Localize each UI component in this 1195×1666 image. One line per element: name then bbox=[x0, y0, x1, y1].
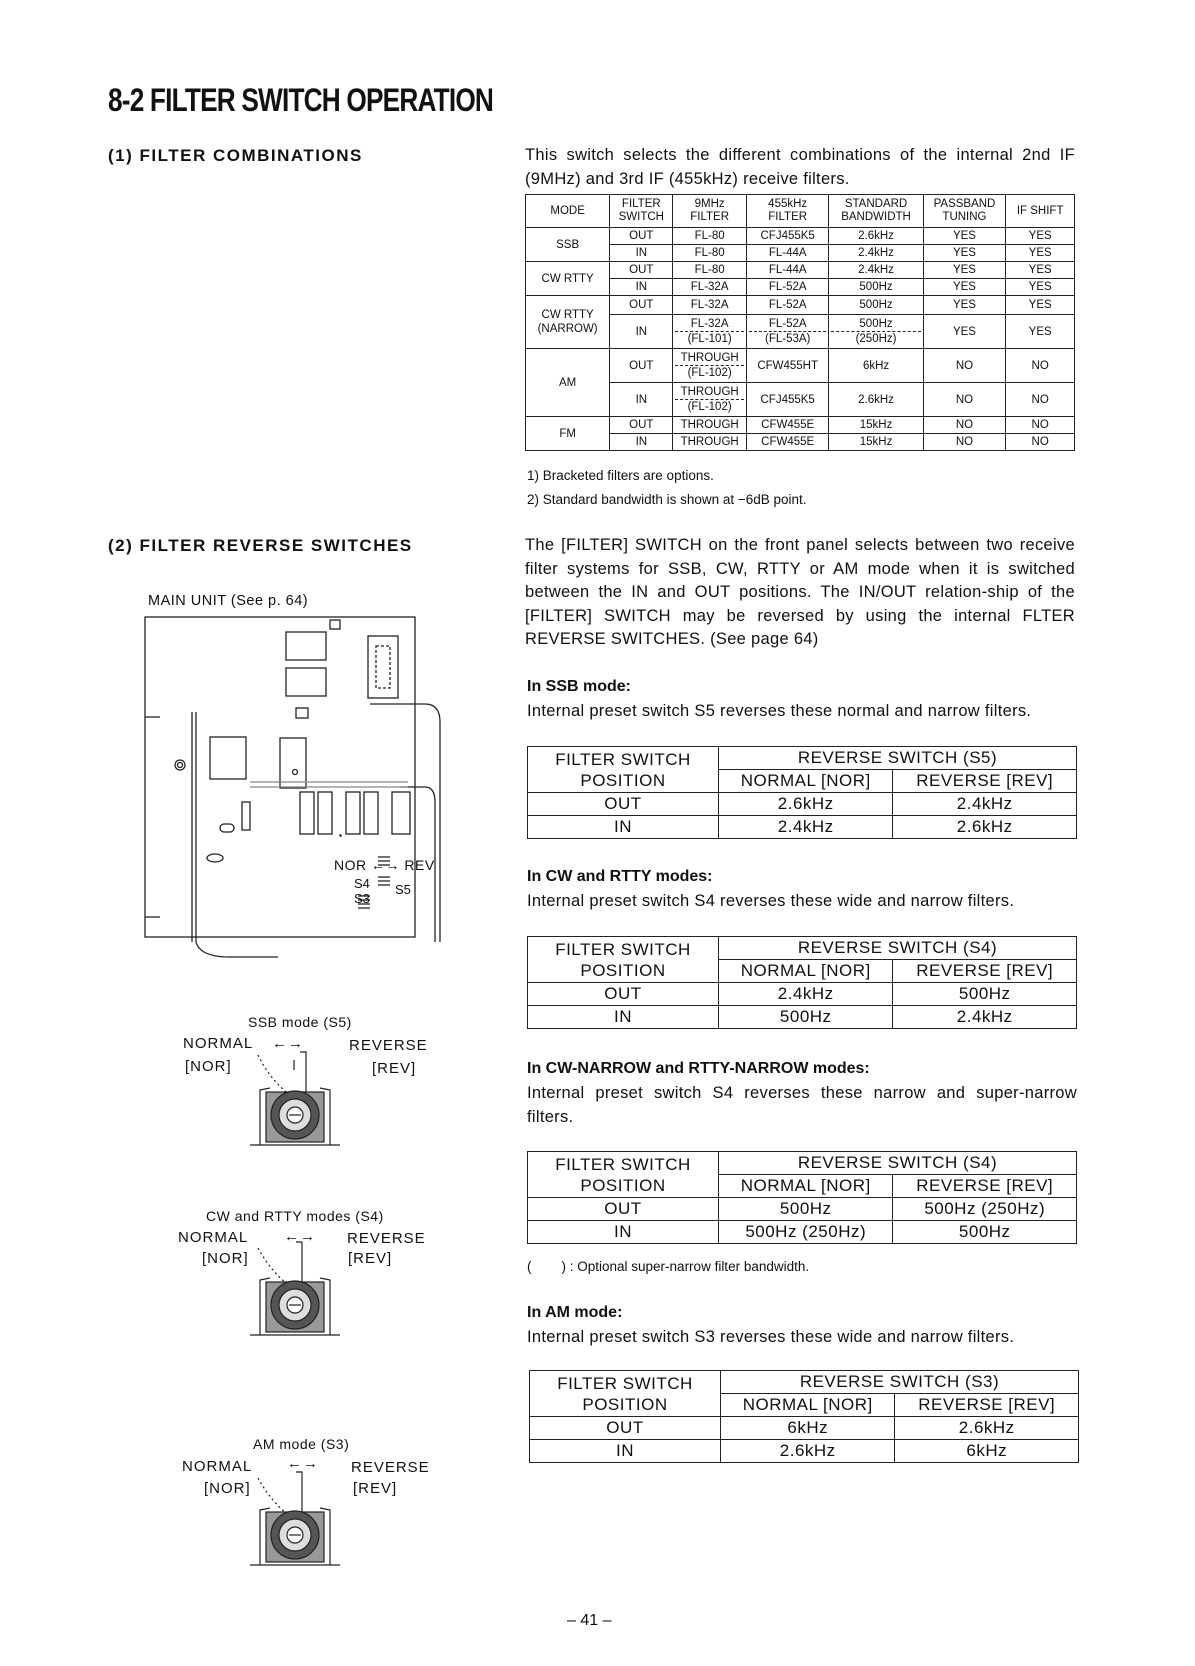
reverse-switch-header: REVERSE SWITCH (S4) bbox=[719, 1152, 1077, 1175]
table-cell: YES bbox=[1006, 279, 1075, 296]
position-header bbox=[528, 747, 719, 793]
arrow-label: ←→ bbox=[287, 1455, 319, 1472]
table-cell: 2.6kHz bbox=[721, 1440, 895, 1463]
normal-header: NORMAL [NOR] bbox=[719, 1175, 893, 1198]
cw-reverse-table bbox=[527, 936, 1077, 1029]
table-cell: OUT bbox=[610, 349, 673, 383]
reverse-label: REVERSE bbox=[347, 1230, 426, 1247]
arrow-label: ←→ bbox=[272, 1035, 304, 1052]
table-cell: 500Hz bbox=[719, 1198, 893, 1221]
main-unit-diagram bbox=[140, 612, 450, 962]
cw-narrow-reverse-table bbox=[527, 1151, 1077, 1244]
table-cell: CFJ455K5 bbox=[746, 228, 829, 245]
reverse-label: REVERSE bbox=[351, 1459, 430, 1476]
table-cell: 2.4kHz bbox=[893, 793, 1077, 816]
table-cell: OUT bbox=[610, 262, 673, 279]
option-cell: (FL-102) bbox=[675, 399, 744, 414]
nor-rev-label: NOR ←→ REV bbox=[334, 857, 435, 873]
table-cell: NO bbox=[923, 383, 1006, 417]
cw-narrow-mode-title: In CW-NARROW and RTTY-NARROW modes: bbox=[527, 1060, 870, 1077]
table-cell: IN bbox=[610, 279, 673, 296]
table-cell: OUT bbox=[610, 228, 673, 245]
am-switch-icon bbox=[250, 1470, 340, 1570]
table-cell: FL-32A bbox=[690, 318, 729, 330]
reverse-switch-header: REVERSE SWITCH (S5) bbox=[719, 747, 1077, 770]
table-cell: YES bbox=[923, 279, 1006, 296]
header-line: POSITION bbox=[580, 770, 666, 790]
reverse-label: REVERSE bbox=[349, 1037, 428, 1054]
am-mode-description: Internal preset switch S3 reverses these wide and narrow filters. bbox=[527, 1328, 1015, 1346]
table-cell: 500Hz bbox=[829, 279, 923, 296]
normal-label: NORMAL bbox=[182, 1458, 253, 1475]
table-cell: FL-80 bbox=[673, 245, 747, 262]
table-cell: FL-52A bbox=[768, 318, 807, 330]
table-cell: OUT bbox=[530, 1417, 721, 1440]
cw-diagram-caption: CW and RTTY modes (S4) bbox=[206, 1208, 384, 1224]
table-cell: OUT bbox=[528, 1198, 719, 1221]
normal-label: NORMAL bbox=[178, 1229, 249, 1246]
nor-label: [NOR] bbox=[185, 1058, 232, 1075]
table-cell: YES bbox=[1006, 262, 1075, 279]
table-cell: OUT bbox=[610, 417, 673, 434]
table-cell: IN bbox=[528, 1221, 719, 1244]
table-cell: OUT bbox=[528, 793, 719, 816]
ssb-mode-description: Internal preset switch S5 reverses these normal and narrow filters. bbox=[527, 702, 1032, 720]
table-cell: THROUGH bbox=[673, 417, 747, 434]
am-reverse-table bbox=[529, 1370, 1079, 1463]
table-cell: 2.6kHz bbox=[893, 816, 1077, 839]
optional-note: ( ) : Optional super-narrow filter bandwidth. bbox=[527, 1259, 810, 1274]
table-cell: YES bbox=[1006, 296, 1075, 315]
normal-header: NORMAL [NOR] bbox=[719, 770, 893, 793]
rev-label: [REV] bbox=[372, 1060, 417, 1077]
table-cell: 15kHz bbox=[829, 434, 923, 451]
mode-cell: CW RTTY (NARROW) bbox=[526, 296, 610, 349]
header-line: POSITION bbox=[580, 960, 666, 980]
table-cell: FL-80 bbox=[673, 228, 747, 245]
table-cell: OUT bbox=[610, 296, 673, 315]
section2-heading: (2) FILTER REVERSE SWITCHES bbox=[108, 536, 413, 555]
table-cell: NO bbox=[1006, 417, 1075, 434]
table-cell: CFJ455K5 bbox=[746, 383, 829, 417]
table-cell: FL-52A bbox=[746, 279, 829, 296]
table-cell: 500Hz (250Hz) bbox=[719, 1221, 893, 1244]
table-cell: YES bbox=[923, 262, 1006, 279]
position-header bbox=[530, 1371, 721, 1417]
table-cell: NO bbox=[923, 349, 1006, 383]
table-cell: CFW455E bbox=[746, 434, 829, 451]
mode-cell: CW RTTY bbox=[526, 262, 610, 296]
table-cell: NO bbox=[1006, 383, 1075, 417]
table-cell: IN bbox=[528, 1006, 719, 1029]
table-cell: 6kHz bbox=[895, 1440, 1079, 1463]
table-cell: CFW455E bbox=[746, 417, 829, 434]
reverse-col-header: REVERSE [REV] bbox=[895, 1394, 1079, 1417]
s3-label: S3 bbox=[354, 891, 370, 906]
table-cell: 6kHz bbox=[721, 1417, 895, 1440]
nor-label: [NOR] bbox=[204, 1480, 251, 1497]
header-line: FILTER SWITCH bbox=[555, 1154, 691, 1174]
table-cell: 6kHz bbox=[829, 349, 923, 383]
s5-label: S5 bbox=[395, 882, 411, 897]
rev-label: [REV] bbox=[348, 1250, 393, 1267]
table-cell: IN bbox=[530, 1440, 721, 1463]
table-cell: NO bbox=[1006, 349, 1075, 383]
reverse-col-header: REVERSE [REV] bbox=[893, 960, 1077, 983]
table-cell: CFW455HT bbox=[746, 349, 829, 383]
table-cell: IN bbox=[610, 383, 673, 417]
table-cell: FL-44A bbox=[746, 245, 829, 262]
cw-mode-title: In CW and RTTY modes: bbox=[527, 868, 713, 885]
table-cell: IN bbox=[528, 816, 719, 839]
cw-mode-description: Internal preset switch S4 reverses these wide and narrow filters. bbox=[527, 892, 1015, 910]
table-cell: FL-32A bbox=[673, 279, 747, 296]
table-cell: IN bbox=[610, 434, 673, 451]
cw-narrow-mode-description: Internal preset switch S4 reverses these narrow and super-narrow filters. bbox=[527, 1084, 1077, 1126]
table-cell: YES bbox=[923, 315, 1006, 349]
table-cell: 2.6kHz bbox=[719, 793, 893, 816]
col-header: PASSBAND TUNING bbox=[923, 195, 1006, 228]
reverse-switch-header: REVERSE SWITCH (S4) bbox=[719, 937, 1077, 960]
split-cell bbox=[746, 315, 829, 349]
table-cell: 500Hz bbox=[859, 318, 893, 330]
col-header: MODE bbox=[526, 195, 610, 228]
option-cell: (FL-101) bbox=[675, 331, 744, 346]
reverse-switch-header: REVERSE SWITCH (S3) bbox=[721, 1371, 1079, 1394]
normal-header: NORMAL [NOR] bbox=[719, 960, 893, 983]
table-cell: 500Hz (250Hz) bbox=[893, 1198, 1077, 1221]
page-title: 8-2 FILTER SWITCH OPERATION bbox=[108, 82, 494, 118]
table-cell: 2.6kHz bbox=[829, 228, 923, 245]
header-line: POSITION bbox=[580, 1175, 666, 1195]
nor-label: [NOR] bbox=[202, 1250, 249, 1267]
col-header: FILTER SWITCH bbox=[610, 195, 673, 228]
col-header: STANDARD BANDWIDTH bbox=[829, 195, 923, 228]
reverse-col-header: REVERSE [REV] bbox=[893, 1175, 1077, 1198]
ssb-reverse-table bbox=[527, 746, 1077, 839]
s4-label: S4 bbox=[354, 876, 370, 891]
header-line: POSITION bbox=[582, 1394, 668, 1414]
table-cell: 15kHz bbox=[829, 417, 923, 434]
normal-label: NORMAL bbox=[183, 1035, 254, 1052]
header-line: FILTER SWITCH bbox=[555, 749, 691, 769]
table-cell: 500Hz bbox=[893, 1221, 1077, 1244]
col-header: IF SHIFT bbox=[1006, 195, 1075, 228]
rev-label: [REV] bbox=[353, 1480, 398, 1497]
table-cell: THROUGH bbox=[680, 352, 739, 364]
table-cell: YES bbox=[1006, 245, 1075, 262]
page-number: – 41 – bbox=[567, 1612, 612, 1629]
section2-intro: The [FILTER] SWITCH on the front panel selects between two receive filter systems for SSB, CW, RTTY or AM mode when it is switched between the IN and OUT positions. The IN/OUT relation-ship of the [FILTER] SWITCH may be reversed by using the internal FLTER REVERSE SWITCHES. (See page 64) bbox=[525, 536, 1075, 648]
table-cell: OUT bbox=[528, 983, 719, 1006]
table-cell: NO bbox=[923, 417, 1006, 434]
section1-intro: This switch selects the different combinations of the internal 2nd IF (9MHz) and 3rd IF (455kHz) receive filters. bbox=[525, 146, 1075, 188]
ssb-mode-title: In SSB mode: bbox=[527, 678, 632, 695]
am-diagram-caption: AM mode (S3) bbox=[253, 1436, 350, 1452]
mode-cell: SSB bbox=[526, 228, 610, 262]
table-cell: 2.6kHz bbox=[829, 383, 923, 417]
mode-cell: AM bbox=[526, 349, 610, 417]
table-cell: YES bbox=[923, 228, 1006, 245]
option-cell: (250Hz) bbox=[831, 331, 920, 346]
reverse-col-header: REVERSE [REV] bbox=[893, 770, 1077, 793]
table-cell: FL-52A bbox=[746, 296, 829, 315]
table-cell: 2.4kHz bbox=[829, 262, 923, 279]
mode-cell: FM bbox=[526, 417, 610, 451]
table-cell: THROUGH bbox=[680, 386, 739, 398]
table-cell: 500Hz bbox=[829, 296, 923, 315]
main-unit-caption: MAIN UNIT (See p. 64) bbox=[148, 593, 309, 609]
table-cell: FL-32A bbox=[673, 296, 747, 315]
section1-heading: (1) FILTER COMBINATIONS bbox=[108, 146, 363, 165]
table-cell: NO bbox=[923, 434, 1006, 451]
split-cell bbox=[673, 349, 747, 383]
table-cell: FL-80 bbox=[673, 262, 747, 279]
option-cell: (FL-53A) bbox=[749, 331, 827, 346]
table-cell: 2.4kHz bbox=[719, 816, 893, 839]
split-cell bbox=[673, 315, 747, 349]
table-cell: YES bbox=[1006, 315, 1075, 349]
note-1: 1) Bracketed filters are options. bbox=[527, 468, 714, 483]
table-cell: 2.4kHz bbox=[719, 983, 893, 1006]
position-header bbox=[528, 937, 719, 983]
col-header: 9MHz FILTER bbox=[673, 195, 747, 228]
note-2: 2) Standard bandwidth is shown at −6dB point. bbox=[527, 492, 807, 507]
table-cell: FL-44A bbox=[746, 262, 829, 279]
table-cell: 500Hz bbox=[893, 983, 1077, 1006]
table-cell: YES bbox=[923, 296, 1006, 315]
am-mode-title: In AM mode: bbox=[527, 1304, 623, 1321]
table-cell: 2.6kHz bbox=[895, 1417, 1079, 1440]
header-line: FILTER SWITCH bbox=[555, 939, 691, 959]
option-cell: (FL-102) bbox=[675, 365, 744, 380]
col-header: 455kHz FILTER bbox=[746, 195, 829, 228]
table-cell: THROUGH bbox=[673, 434, 747, 451]
table-cell: 500Hz bbox=[719, 1006, 893, 1029]
normal-header: NORMAL [NOR] bbox=[721, 1394, 895, 1417]
split-cell bbox=[673, 383, 747, 417]
cw-switch-icon bbox=[250, 1240, 340, 1340]
header-line: FILTER SWITCH bbox=[557, 1373, 693, 1393]
ssb-switch-icon bbox=[250, 1050, 340, 1150]
table-cell: IN bbox=[610, 245, 673, 262]
table-cell: 2.4kHz bbox=[893, 1006, 1077, 1029]
table-cell: 2.4kHz bbox=[829, 245, 923, 262]
table-cell: YES bbox=[923, 245, 1006, 262]
table-cell: IN bbox=[610, 315, 673, 349]
split-cell bbox=[829, 315, 923, 349]
table-cell: YES bbox=[1006, 228, 1075, 245]
ssb-diagram-caption: SSB mode (S5) bbox=[248, 1014, 352, 1030]
table-cell: NO bbox=[1006, 434, 1075, 451]
position-header bbox=[528, 1152, 719, 1198]
filter-combinations-table bbox=[525, 194, 1075, 451]
arrow-label: ←→ bbox=[284, 1228, 316, 1245]
